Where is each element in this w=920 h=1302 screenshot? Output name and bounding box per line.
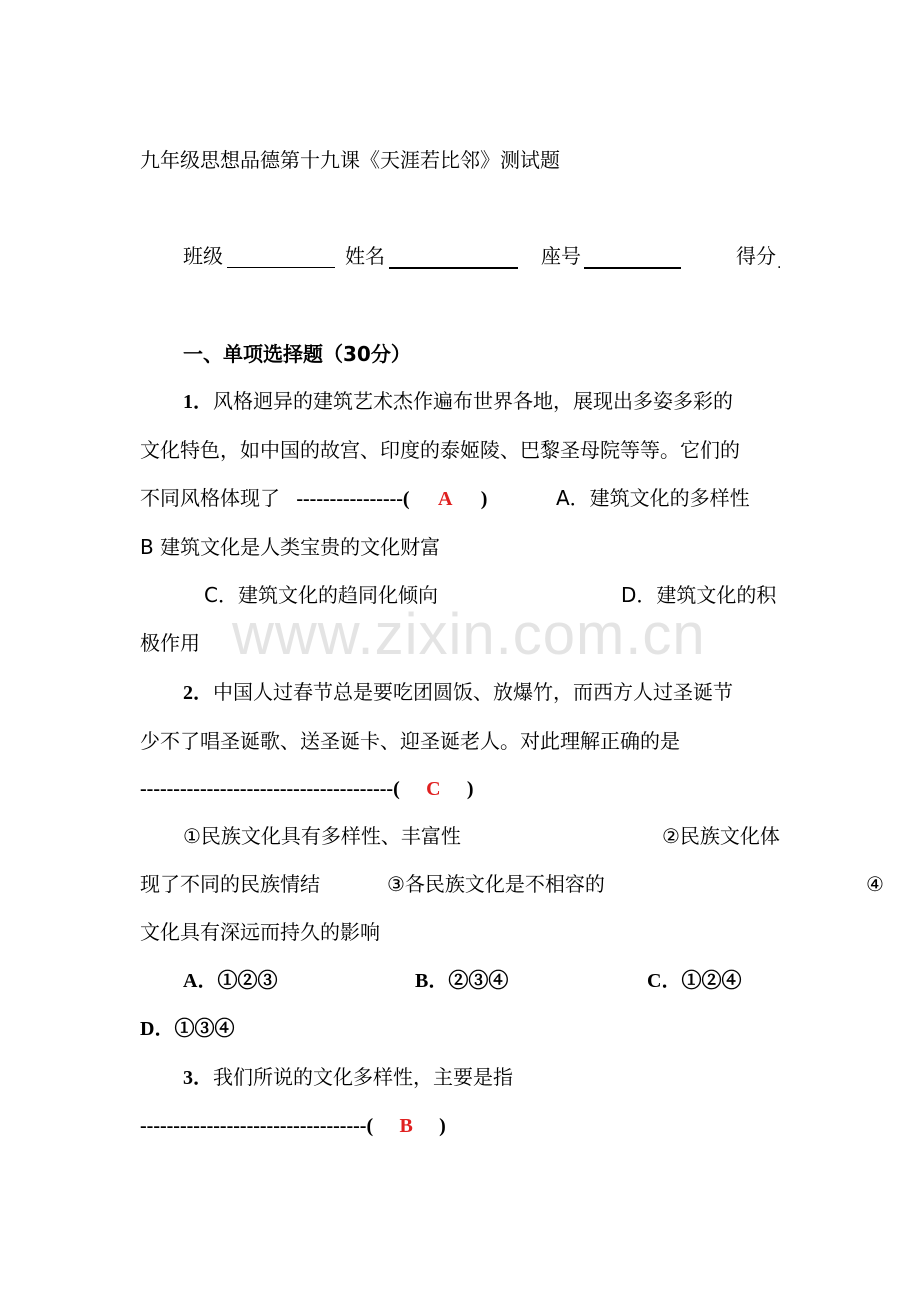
section-heading: 一、单项选择题（30分） bbox=[183, 342, 411, 366]
question-2-option-b[interactable]: B．②③④ bbox=[415, 970, 509, 992]
question-1-line-3: 不同风格体现了 ----------------( A ) bbox=[140, 486, 488, 510]
question-1-number: 1． bbox=[183, 391, 213, 413]
question-3-answer-line: ----------------------------------( B ) bbox=[140, 1115, 446, 1137]
name-field-blank[interactable] bbox=[389, 247, 518, 269]
class-field-label: 班级 bbox=[183, 244, 223, 268]
question-3-number: 3． bbox=[183, 1067, 213, 1089]
answer-1: A bbox=[437, 488, 453, 510]
answer-dashes: ----------------( bbox=[296, 488, 410, 510]
question-2-option-a[interactable]: A．①②③ bbox=[183, 970, 278, 992]
question-1-line-2: 文化特色，如中国的故宫、印度的泰姬陵、巴黎圣母院等等。它们的 bbox=[140, 438, 740, 462]
question-2-statement-1: ①民族文化具有多样性、丰富性 bbox=[183, 824, 461, 848]
question-1-option-a[interactable]: A．建筑文化的多样性 bbox=[556, 486, 750, 510]
class-field-blank[interactable] bbox=[227, 247, 335, 268]
question-1-option-c[interactable]: C．建筑文化的趋同化倾向 bbox=[204, 583, 438, 607]
question-3-line-1: 3．我们所说的文化多样性，主要是指 bbox=[183, 1065, 513, 1089]
answer-2: C bbox=[426, 778, 441, 800]
question-2-line-2: 少不了唱圣诞歌、送圣诞卡、迎圣诞老人。对此理解正确的是 bbox=[140, 729, 680, 753]
score-field-dot: . bbox=[777, 256, 782, 272]
question-2-number: 2． bbox=[183, 682, 213, 704]
question-2-line-1: 2．中国人过春节总是要吃团圆饭、放爆竹，而西方人过圣诞节 bbox=[183, 680, 733, 704]
answer-dashes: --------------------------------------( bbox=[140, 778, 400, 800]
question-1-line-1: 1．风格迥异的建筑艺术杰作遍布世界各地，展现出多姿多彩的 bbox=[183, 389, 733, 413]
question-1-option-b[interactable]: B 建筑文化是人类宝贵的文化财富 bbox=[140, 535, 441, 559]
watermark: www.zixin.com.cn bbox=[232, 602, 706, 667]
question-2-option-d[interactable]: D．①③④ bbox=[140, 1018, 235, 1040]
score-field-label: 得分 bbox=[736, 244, 776, 268]
question-1-option-d[interactable]: D．建筑文化的积 bbox=[621, 583, 777, 607]
question-2-statement-4: ④ bbox=[866, 872, 884, 896]
question-1-option-d-cont: 极作用 bbox=[140, 631, 200, 655]
answer-3: B bbox=[399, 1115, 413, 1137]
question-2-option-c[interactable]: C．①②④ bbox=[647, 970, 742, 992]
page-title: 九年级思想品德第十九课《天涯若比邻》测试题 bbox=[140, 148, 560, 172]
seat-field-blank[interactable] bbox=[584, 247, 681, 269]
seat-field-label: 座号 bbox=[541, 244, 581, 268]
question-2-statement-4-cont: 文化具有深远而持久的影响 bbox=[140, 920, 380, 944]
question-2-answer-line: --------------------------------------( C ) bbox=[140, 778, 474, 800]
answer-dashes: ----------------------------------( bbox=[140, 1115, 374, 1137]
question-2-statement-2-cont: 现了不同的民族情结 bbox=[140, 872, 320, 896]
question-2-statement-3: ③各民族文化是不相容的 bbox=[387, 872, 605, 896]
name-field-label: 姓名 bbox=[345, 244, 385, 268]
question-2-statement-2: ②民族文化体 bbox=[662, 824, 780, 848]
